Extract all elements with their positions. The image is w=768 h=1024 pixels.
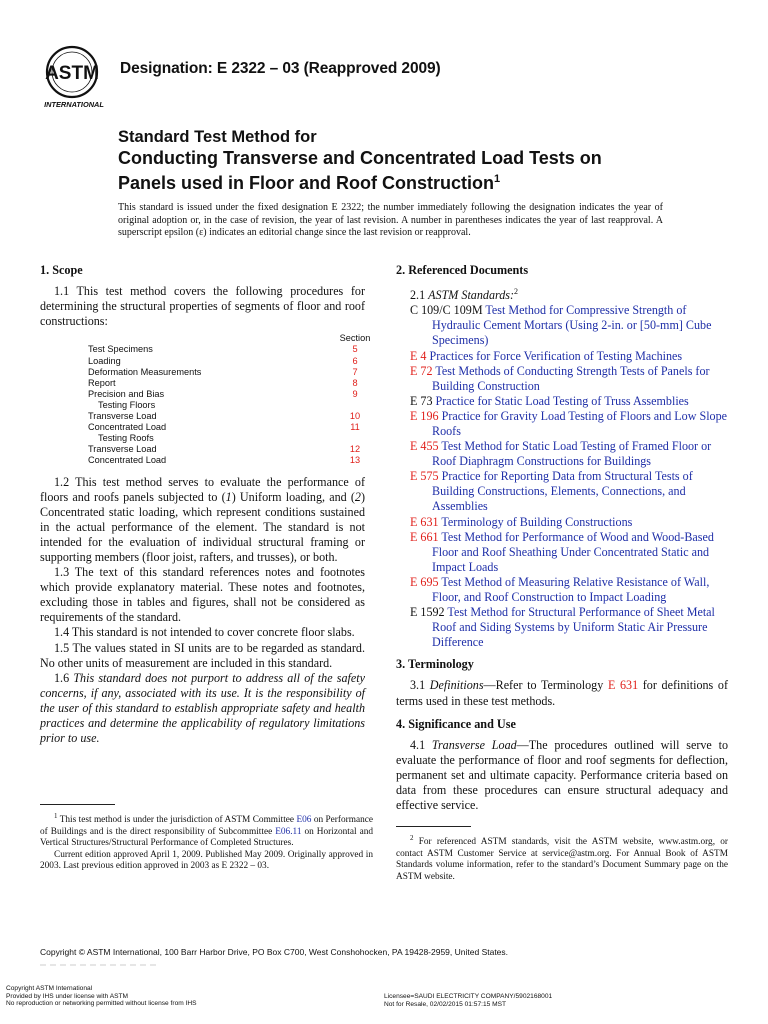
reference-title-link[interactable]: Test Method for Structural Performance of Sheet Metal Roof and Siding Systems by Uniform Static Air Pressure Difference: [432, 605, 715, 650]
e631-link[interactable]: E 631: [607, 678, 639, 693]
left-column: [40, 263, 371, 746]
title-block: [118, 127, 678, 194]
footnote-2: $^2$ For referenced ASTM standards, visit the ASTM website, www.astm.org, or contact ASTM Customer Service at service@astm.org. For Annual Book of ASTM Standards volume information, refer to the standard’s Document Summary page on the ASTM website.: [396, 834, 728, 882]
section-table-label: Concentrated Load: [88, 422, 167, 433]
title-line-2: Conducting Transverse and Concentrated Load Tests on: [118, 148, 602, 168]
reference-code: C 109/C 109M: [410, 303, 483, 318]
section-table-number[interactable]: 7: [352, 366, 358, 377]
section-table-label: Report: [88, 377, 116, 388]
significance-heading: 4. Significance and Use: [396, 716, 516, 731]
reference-item: [410, 303, 728, 348]
license-left-2: Provided by IHS under license with ASTM: [6, 992, 129, 1000]
reference-item: [410, 605, 728, 650]
copyright-line: Copyright © ASTM International, 100 Barr Harbor Drive, PO Box C700, West Conshohocken, PA 19428-2959, United States.: [40, 947, 509, 957]
reference-title-link[interactable]: Test Methods of Conducting Strength Tests of Panels for Building Construction: [432, 363, 710, 393]
scope-heading: 1. Scope: [40, 263, 83, 277]
section-table-number[interactable]: 9: [352, 388, 358, 399]
section-table-number[interactable]: 10: [349, 411, 361, 422]
section-table-label: Precision and Bias: [88, 388, 165, 399]
astm-logo: [36, 44, 114, 110]
reference-title-link[interactable]: Practice for Static Load Testing of Truss Assemblies: [435, 393, 689, 408]
reference-item: [410, 394, 728, 409]
section-table-label: Transverse Load: [88, 411, 157, 422]
designation: Designation: E 2322 – 03 (Reapproved 2009): [120, 60, 441, 77]
scope-1-2: 1.2 This test method serves to evaluate the performance of floors and roofs panels subjected to (1) Uniform loading, and (2) Concentrated static loading, which represent conditions sustained in the actual performance of the element. The standard is not intended for the evaluation of individual structural framing or supporting members (floor joist, rafters, and trusses), or both.: [40, 474, 365, 564]
license-left-3: No reproduction or networking permitted without license from IHS: [6, 1000, 197, 1008]
title-line-1: Standard Test Method for: [118, 128, 317, 146]
reference-title-link[interactable]: Practices for Force Verification of Testing Machines: [429, 348, 683, 363]
section-table-number[interactable]: 12: [349, 444, 361, 455]
e06-link[interactable]: E06: [296, 815, 312, 826]
terminology-3-1: 3.1 Definitions—Refer to Terminology E 631 for definitions of terms used in these test methods.: [396, 678, 728, 708]
section-table-row: [88, 378, 378, 389]
significance-4-1: 4.1 Transverse Load—The procedures outlined will serve to evaluate the performance of floor and roof segments for deflection, permanent set and ultimate capacity. Performance criteria based on data from these procedures can ensure structural adequacy and effective service.: [396, 737, 728, 813]
logo-text: ASTM: [45, 63, 99, 84]
reference-list: [396, 303, 728, 650]
footnote-1: $^1$ This test method is under the jurisdiction of ASTM Committee E06 on Performance of Buildings and is the direct responsibility of Subcommittee E06.11 on Horizontal and Vertical Structures/Structural Performance of Completed Structures.: [40, 812, 373, 849]
references-heading: 2. Referenced Documents: [396, 263, 529, 277]
section-label: Section: [339, 333, 371, 344]
footnotes-right: [396, 826, 728, 883]
reference-item: [410, 409, 728, 439]
terminology-heading: 3. Terminology: [396, 657, 474, 672]
scope-1-4: 1.4 This standard is not intended to cover concrete floor slabs.: [54, 625, 355, 640]
section-table-row: [88, 455, 378, 466]
footnotes-left: [40, 804, 373, 873]
section-table-label: Concentrated Load: [88, 455, 167, 466]
reference-title-link[interactable]: Test Method for Compressive Strength of Hydraulic Cement Mortars (Using 2-in. or [50-mm] Cube Specimens): [432, 303, 712, 348]
license-right-2: Not for Resale, 02/02/2015 01:57:15 MST: [384, 1000, 507, 1008]
license-block-right: [384, 993, 552, 1008]
reference-item: [410, 575, 728, 605]
section-table-row: [88, 444, 378, 455]
reference-item: [410, 349, 728, 364]
section-table-number[interactable]: 8: [352, 377, 358, 388]
title-line-3: [118, 169, 678, 194]
section-table-row: [88, 400, 378, 411]
section-table-label: Transverse Load: [88, 444, 157, 455]
license-right-1: Licensee=SAUDI ELECTRICITY COMPANY/5902168001: [384, 993, 553, 1000]
section-table-row: [88, 422, 378, 433]
issue-note: This standard is issued under the fixed designation E 2322; the number immediately following the designation indicates the year of original adoption or, in the case of revision, the year of last revision. A number in parentheses indicates the year of last reapproval. A superscript epsilon (ε) indicates an editorial change since the last revision or reapproval.: [118, 202, 663, 239]
section-table: [88, 333, 378, 466]
e06-11-link[interactable]: E06.11: [275, 826, 302, 837]
reference-item: [410, 530, 728, 575]
license-block-left: [6, 985, 197, 1008]
astm-standards-subheading: 2.1 ASTM Standards:$^2$: [410, 287, 519, 303]
reference-item: [410, 515, 728, 530]
scope-1-6: 1.6 This standard does not purport to address all of the safety concerns, if any, associated with its use. It is the responsibility of the user of this standard to establish appropriate safety and health practices and determine the applicability of regulatory limitations prior to use.: [40, 670, 365, 746]
logo-subtext: INTERNATIONAL: [44, 100, 104, 109]
faint-text-line: [40, 963, 160, 967]
reference-code: E 73: [410, 393, 433, 408]
reference-code[interactable]: E 4: [410, 348, 427, 363]
footnote-rule: [40, 804, 115, 805]
right-column: [396, 263, 728, 813]
section-table-row: [88, 367, 378, 378]
scope-1-5: 1.5 The values stated in SI units are to be regarded as standard. No other units of measurement are included in this standard.: [40, 640, 365, 670]
reference-item: [410, 364, 728, 394]
reference-code: E 1592: [410, 605, 445, 620]
reference-code[interactable]: E 695: [410, 574, 439, 589]
scope-1-3: 1.3 The text of this standard references notes and footnotes which provide explanatory material. These notes and footnotes, excluding those in tables and figures, shall not be considered as requirements of the standard.: [40, 565, 365, 625]
footnote-rule-right: [396, 826, 471, 827]
section-table-number: [332, 400, 378, 411]
section-table-number[interactable]: 11: [350, 422, 360, 433]
section-table-row: [88, 389, 378, 400]
reference-title-link[interactable]: Test Method for Static Load Testing of Framed Floor or Roof Diaphragm Constructions for Buildings: [432, 439, 712, 469]
reference-title-link[interactable]: Test Method for Performance of Wood and Wood-Based Floor and Roof Sheathing Under Concentrated Static and Impact Loads: [432, 529, 714, 574]
section-table-label: Deformation Measurements: [88, 366, 202, 377]
section-table-label: Testing Floors: [98, 399, 156, 410]
section-table-row: [88, 433, 378, 444]
reference-title-link[interactable]: Terminology of Building Constructions: [441, 514, 633, 529]
title-line-3-text: Panels used in Floor and Roof Construction: [118, 173, 495, 193]
section-table-label: Testing Roofs: [98, 433, 154, 444]
section-table-number: [332, 433, 378, 444]
reference-item: [410, 469, 728, 514]
title-footnote-mark: 1: [494, 173, 501, 185]
section-table-row: [88, 411, 378, 422]
section-table-number[interactable]: 13: [349, 455, 361, 466]
section-table-number[interactable]: 6: [352, 355, 358, 366]
reference-title-link[interactable]: Test Method of Measuring Relative Resistance of Wall, Floor, and Roof Construction to Impact Loading: [432, 574, 710, 604]
reference-item: [410, 439, 728, 469]
section-table-number[interactable]: 5: [352, 344, 358, 355]
license-left-1: Copyright ASTM International: [6, 985, 93, 992]
reference-title-link[interactable]: Practice for Gravity Load Testing of Floors and Low Slope Roofs: [432, 408, 728, 438]
reference-code[interactable]: E 631: [410, 514, 439, 529]
reference-code[interactable]: E 196: [410, 408, 439, 423]
footnote-1-approval: Current edition approved April 1, 2009. Published May 2009. Originally approved in 2003. Last previous edition approved in 2003 as E 2322 – 03.: [40, 849, 373, 872]
reference-code[interactable]: E 661: [410, 529, 439, 544]
reference-code[interactable]: E 455: [410, 439, 439, 454]
section-table-label: Test Specimens: [88, 344, 153, 355]
section-table-row: [88, 356, 378, 367]
scope-1-1: 1.1 This test method covers the following procedures for determining the structural properties of segments of floor and roof constructions:: [40, 284, 365, 329]
reference-code[interactable]: E 72: [410, 363, 433, 378]
section-table-label: Loading: [88, 355, 121, 366]
reference-code[interactable]: E 575: [410, 469, 439, 484]
reference-title-link[interactable]: Practice for Reporting Data from Structural Tests of Building Constructions, Elements, Connections, and Assemblies: [432, 469, 693, 514]
section-table-row: [88, 344, 378, 355]
